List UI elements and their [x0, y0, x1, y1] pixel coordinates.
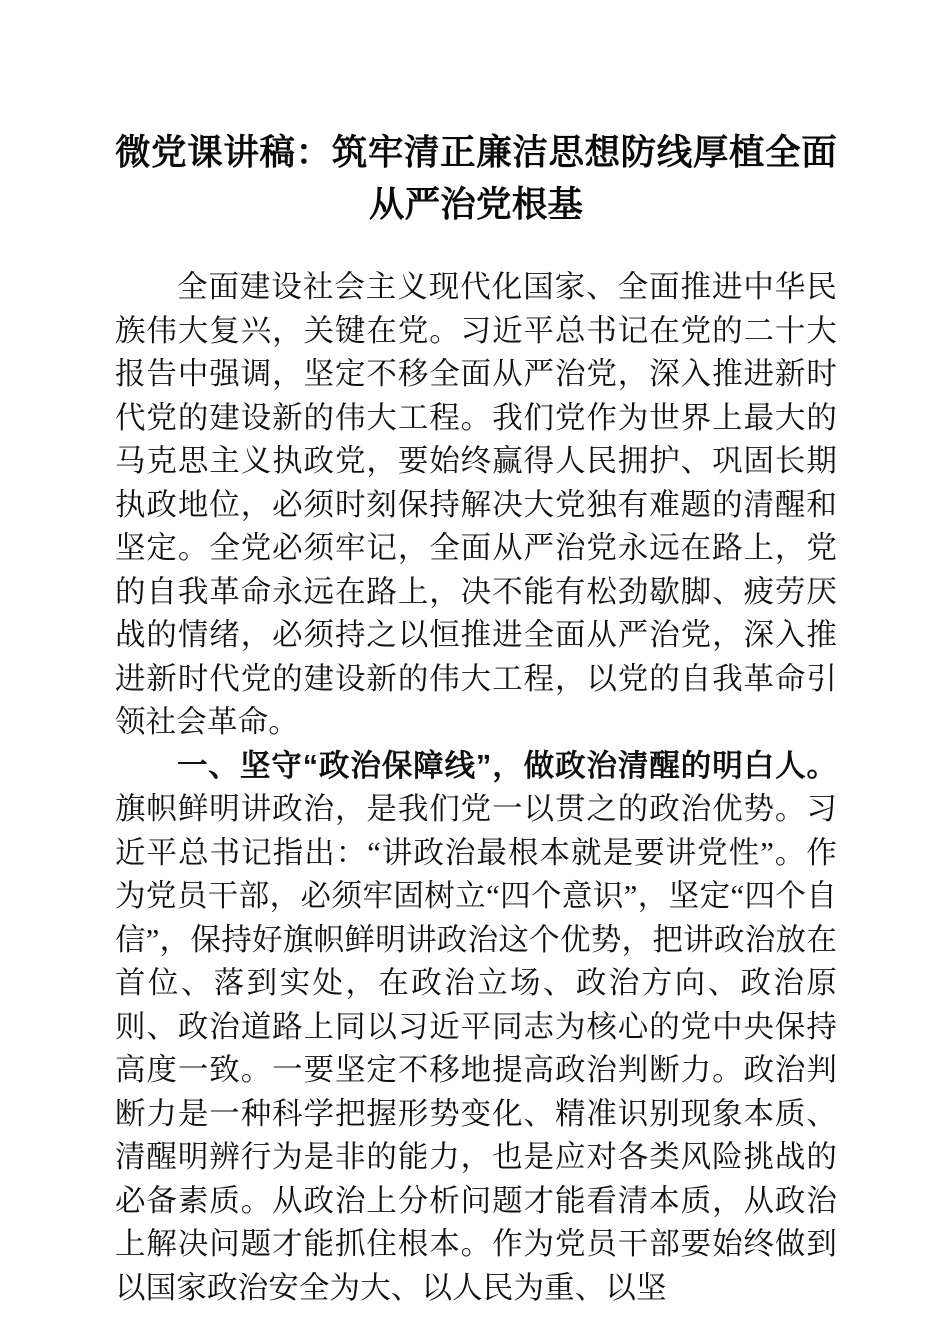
paragraph-section-one	[115, 745, 837, 1311]
document-content	[115, 0, 837, 1310]
paragraph-section-one-text: 旗帜鲜明讲政治，是我们党一以贯之的政治优势。习近平总书记指出：“讲政治最根本就是要讲党性”。作为党员干部，必须牢固树立“四个意识”，坚定“四个自信”，保持好旗帜鲜明讲政治这个优势，把讲政治放在首位、落到实处，在政治立场、政治方向、政治原则、政治道路上同以习近平同志为核心的党中央保持高度一致。一要坚定不移地提高政治判断力。政治判断力是一种科学把握形势变化、精准识别现象本质、清醒明辨行为是非的能力，也是应对各类风险挑战的必备素质。从政治上分析问题才能看清本质，从政治上解决问题才能抓住根本。作为党员干部要始终做到以国家政治安全为大、以人民为重、以坚	[115, 792, 837, 1305]
section-heading-one: 一、坚守“政治保障线”，做政治清醒的明白人。	[177, 748, 837, 783]
paragraph-intro	[115, 266, 837, 745]
document-body	[115, 266, 837, 1310]
page-title: 微党课讲稿：筑牢清正廉洁思想防线厚植全面从严治党根基	[115, 132, 837, 224]
paragraph-intro-text: 全面建设社会主义现代化国家、全面推进中华民族伟大复兴，关键在党。习近平总书记在党的二十大报告中强调，坚定不移全面从严治党，深入推进新时代党的建设新的伟大工程。我们党作为世界上最大的马克思主义执政党，要始终赢得人民拥护、巩固长期执政地位，必须时刻保持解决大党独有难题的清醒和坚定。全党必须牢记，全面从严治党永远在路上，党的自我革命永远在路上，决不能有松劲歇脚、疲劳厌战的情绪，必须持之以恒推进全面从严治党，深入推进新时代党的建设新的伟大工程，以党的自我革命引领社会革命。	[115, 270, 837, 739]
